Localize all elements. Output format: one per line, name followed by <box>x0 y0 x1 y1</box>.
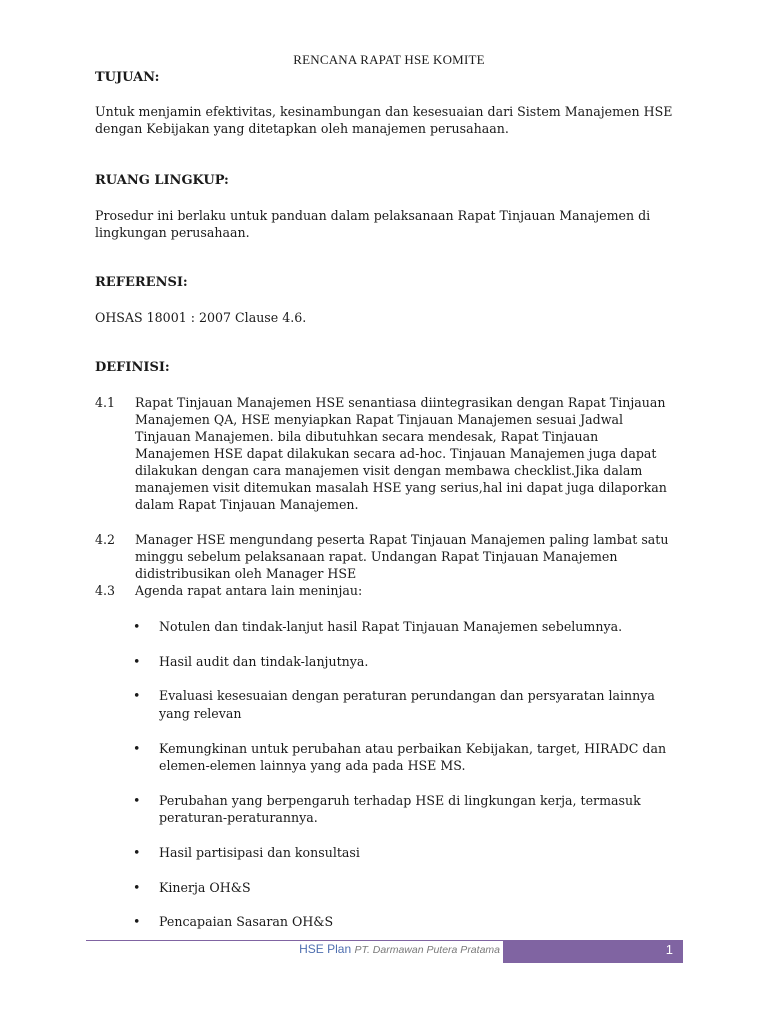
item-4-3-line-1: Agenda rapat antara lain meninjau: <box>135 583 363 598</box>
tujuan-line-1: Untuk menjamin efektivitas, kesinambungan dan kesesuaian dari Sistem Manajemen HSE <box>95 104 673 119</box>
bullet-item: Hasil partisipasi dan konsultasi <box>159 845 360 860</box>
footer-plan-label: HSE Plan <box>299 942 352 956</box>
item-number: 4.3 <box>95 583 116 598</box>
item-4-1-line-2: Manajemen QA, HSE menyiapkan Rapat Tinjauan Manajemen sesuai Jadwal <box>135 412 624 427</box>
tujuan-line-2: dengan Kebijakan yang ditetapkan oleh manajemen perusahaan. <box>95 121 509 136</box>
ruang-lingkup-line-2: lingkungan perusahaan. <box>95 225 250 240</box>
bullet-icon: • <box>133 793 141 808</box>
bullet-icon: • <box>133 845 141 860</box>
item-number: 4.1 <box>95 395 116 410</box>
bullet-icon: • <box>133 654 141 669</box>
bullet-icon: • <box>133 880 141 895</box>
bullet-item-continued: elemen-elemen lainnya yang ada pada HSE MS. <box>159 758 466 773</box>
bullet-item-continued: peraturan-peraturannya. <box>159 810 318 825</box>
bullet-item: Kemungkinan untuk perubahan atau perbaikan Kebijakan, target, HIRADC dan <box>159 741 667 756</box>
footer-company: PT. Darmawan Putera Pratama <box>354 944 500 956</box>
bullet-item: Kinerja OH&S <box>159 880 251 895</box>
bullet-item-continued: yang relevan <box>159 706 242 721</box>
page-number-box <box>503 940 683 963</box>
item-4-1-line-5: dilakukan dengan cara manajemen visit dengan membawa checklist.Jika dalam <box>135 463 643 478</box>
document-title: RENCANA RAPAT HSE KOMITE <box>293 52 485 67</box>
section-heading-tujuan: TUJUAN: <box>95 70 160 85</box>
referensi-text: OHSAS 18001 : 2007 Clause 4.6. <box>95 310 307 325</box>
item-number: 4.2 <box>95 532 116 547</box>
item-4-1-line-7: dalam Rapat Tinjauan Manajemen. <box>135 497 359 512</box>
bullet-icon: • <box>133 688 141 703</box>
footer-label <box>250 942 500 956</box>
page-number: 1 <box>665 942 673 957</box>
item-4-1-line-6: manajemen visit ditemukan masalah HSE yang serius,hal ini dapat juga dilaporkan <box>135 480 667 495</box>
bullet-item: Hasil audit dan tindak-lanjutnya. <box>159 654 369 669</box>
bullet-item: Pencapaian Sasaran OH&S <box>159 914 334 929</box>
bullet-item: Notulen dan tindak-lanjut hasil Rapat Tinjauan Manajemen sebelumnya. <box>159 619 623 634</box>
bullet-icon: • <box>133 619 141 634</box>
section-heading-ruang-lingkup: RUANG LINGKUP: <box>95 173 229 188</box>
ruang-lingkup-line-1: Prosedur ini berlaku untuk panduan dalam pelaksanaan Rapat Tinjauan Manajemen di <box>95 208 651 223</box>
item-4-1-line-1: Rapat Tinjauan Manajemen HSE senantiasa diintegrasikan dengan Rapat Tinjauan <box>135 395 666 410</box>
section-heading-definisi: DEFINISI: <box>95 360 170 375</box>
item-4-1-line-4: Manajemen HSE dapat dilakukan secara ad-hoc. Tinjauan Manajemen juga dapat <box>135 446 657 461</box>
bullet-icon: • <box>133 914 141 929</box>
item-4-2-line-2: minggu sebelum pelaksanaan rapat. Undangan Rapat Tinjauan Manajemen <box>135 549 618 564</box>
item-4-2-line-3: didistribusikan oleh Manager HSE <box>135 566 357 581</box>
bullet-icon: • <box>133 741 141 756</box>
bullet-item: Evaluasi kesesuaian dengan peraturan perundangan dan persyaratan lainnya <box>159 688 655 703</box>
section-heading-referensi: REFERENSI: <box>95 275 188 290</box>
item-4-2-line-1: Manager HSE mengundang peserta Rapat Tinjauan Manajemen paling lambat satu <box>135 532 669 547</box>
bullet-item: Perubahan yang berpengaruh terhadap HSE di lingkungan kerja, termasuk <box>159 793 641 808</box>
item-4-1-line-3: Tinjauan Manajemen. bila dibutuhkan secara mendesak, Rapat Tinjauan <box>135 429 599 444</box>
